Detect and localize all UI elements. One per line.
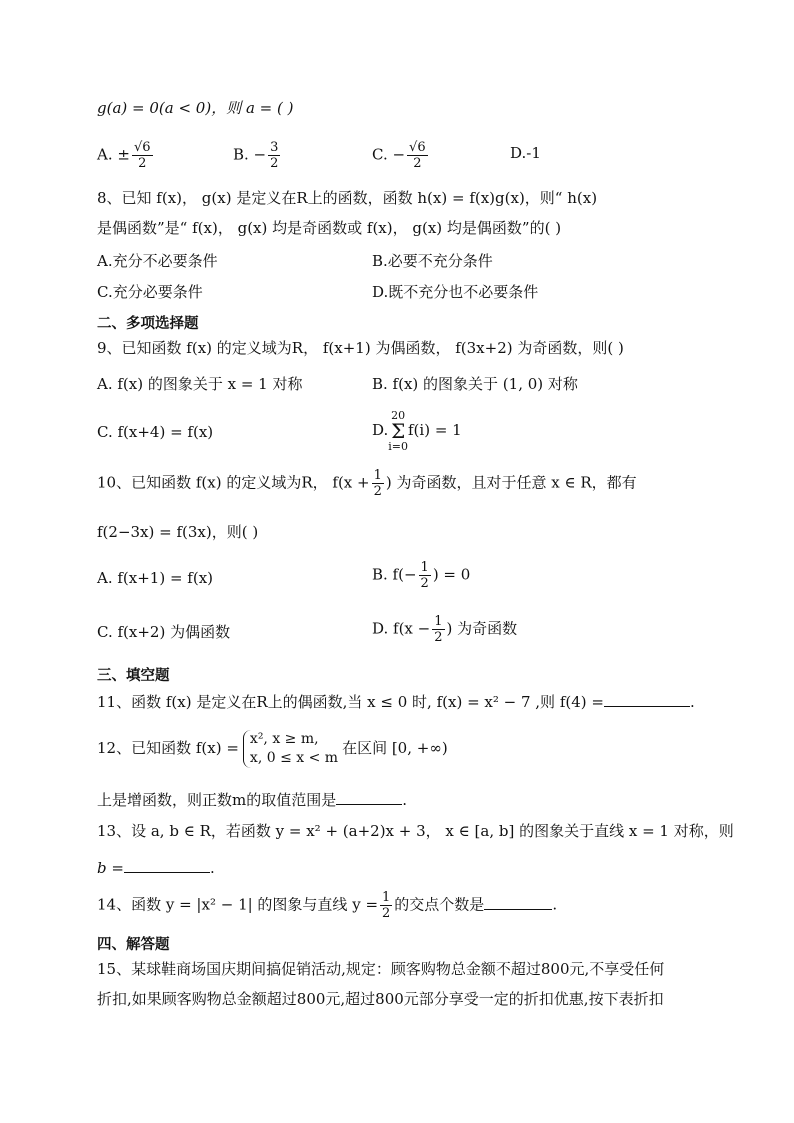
q7-option-b: B. − $\frac{3}{2}$ <box>233 140 279 171</box>
q9-stem: 9、已知函数 f(x) 的定义域为R， f(x+1) 为偶函数， f(3x+2) 为奇函数，则( ) <box>97 339 624 357</box>
q8-option-d: D.既不充分也不必要条件 <box>372 283 539 301</box>
q8-stem-line1: 8、已知 f(x)， g(x) 是定义在R上的函数，函数 h(x) = f(x)g(x)，则“ h(x) <box>97 189 598 207</box>
q13-line2: b = . <box>97 856 215 878</box>
q7-stem-tail: g(a) = 0(a < 0)，则 a = ( ) <box>97 99 294 117</box>
q8-option-c: C.充分必要条件 <box>97 283 203 301</box>
q9-option-b: B. f(x) 的图象关于 (1, 0) 对称 <box>372 375 578 393</box>
q7-option-d: D.-1 <box>510 144 541 162</box>
q15-line2: 折扣,如果顾客购物总金额超过800元,超过800元部分享受一定的折扣优惠,按下表折扣 <box>97 990 664 1008</box>
q10-option-a: A. f(x+1) = f(x) <box>97 569 214 587</box>
summation-sign: 20 Σ i=0 <box>388 409 408 453</box>
q15-line1: 15、某球鞋商场国庆期间搞促销活动,规定：顾客购物总金额不超过800元,不享受任何 <box>97 960 665 978</box>
q8-option-a: A.充分不必要条件 <box>97 252 218 270</box>
q12-line2: 上是增函数，则正数m的取值范围是 . <box>97 788 407 810</box>
q9-option-c: C. f(x+4) = f(x) <box>97 423 214 441</box>
q9-option-d: D.20 Σ i=0f(i) = 1 <box>372 409 462 453</box>
q10-option-d: D. f(x − $\frac{1}{2}$ ) 为奇函数 <box>372 614 518 645</box>
q10-option-b: B. f(− $\frac{1}{2}$ ) = 0 <box>372 560 471 591</box>
q12-line1: 12、已知函数 f(x) = x², x ≥ m, x, 0 ≤ x < m 在区间 [0, +∞) <box>97 731 448 766</box>
q10-stem-line1: 10、已知函数 f(x) 的定义域为R， f(x + $\frac{1}{2}$ ) 为奇函数，且对于任意 x ∈ R，都有 <box>97 468 637 499</box>
q13-line1: 13、设 a, b ∈ R，若函数 y = x² + (a+2)x + 3， x ∈ [a, b] 的图象关于直线 x = 1 对称，则 <box>97 822 734 840</box>
q8-option-b: B.必要不充分条件 <box>372 252 493 270</box>
answer-blank[interactable] <box>604 690 690 707</box>
section-fill-in: 三、填空题 <box>97 668 170 684</box>
piecewise-cases: x², x ≥ m, x, 0 ≤ x < m <box>243 730 338 768</box>
section-multiple-choice: 二、多项选择题 <box>97 316 199 332</box>
q10-option-c: C. f(x+2) 为偶函数 <box>97 623 231 641</box>
q10-stem-line2: f(2−3x) = f(3x)，则( ) <box>97 523 259 541</box>
answer-blank[interactable] <box>484 893 552 910</box>
q11: 11、函数 f(x) 是定义在R上的偶函数,当 x ≤ 0 时, f(x) = x² − 7 ,则 f(4) = . <box>97 690 695 712</box>
q8-stem-line2: 是偶函数”是“ f(x)， g(x) 均是奇函数或 f(x)， g(x) 均是偶函数”的( ) <box>97 219 562 237</box>
q14: 14、函数 y = |x² − 1| 的图象与直线 y = $\frac{1}{2}$ 的交点个数是 . <box>97 890 558 921</box>
answer-blank[interactable] <box>336 788 402 805</box>
section-answer: 四、解答题 <box>97 937 170 953</box>
answer-blank[interactable] <box>124 856 210 873</box>
q9-option-a: A. f(x) 的图象关于 x = 1 对称 <box>97 375 303 393</box>
q7-option-a: A. ± $\frac{√6}{2}$ <box>97 140 151 171</box>
q7-option-c: C. − $\frac{√6}{2}$ <box>372 140 426 171</box>
